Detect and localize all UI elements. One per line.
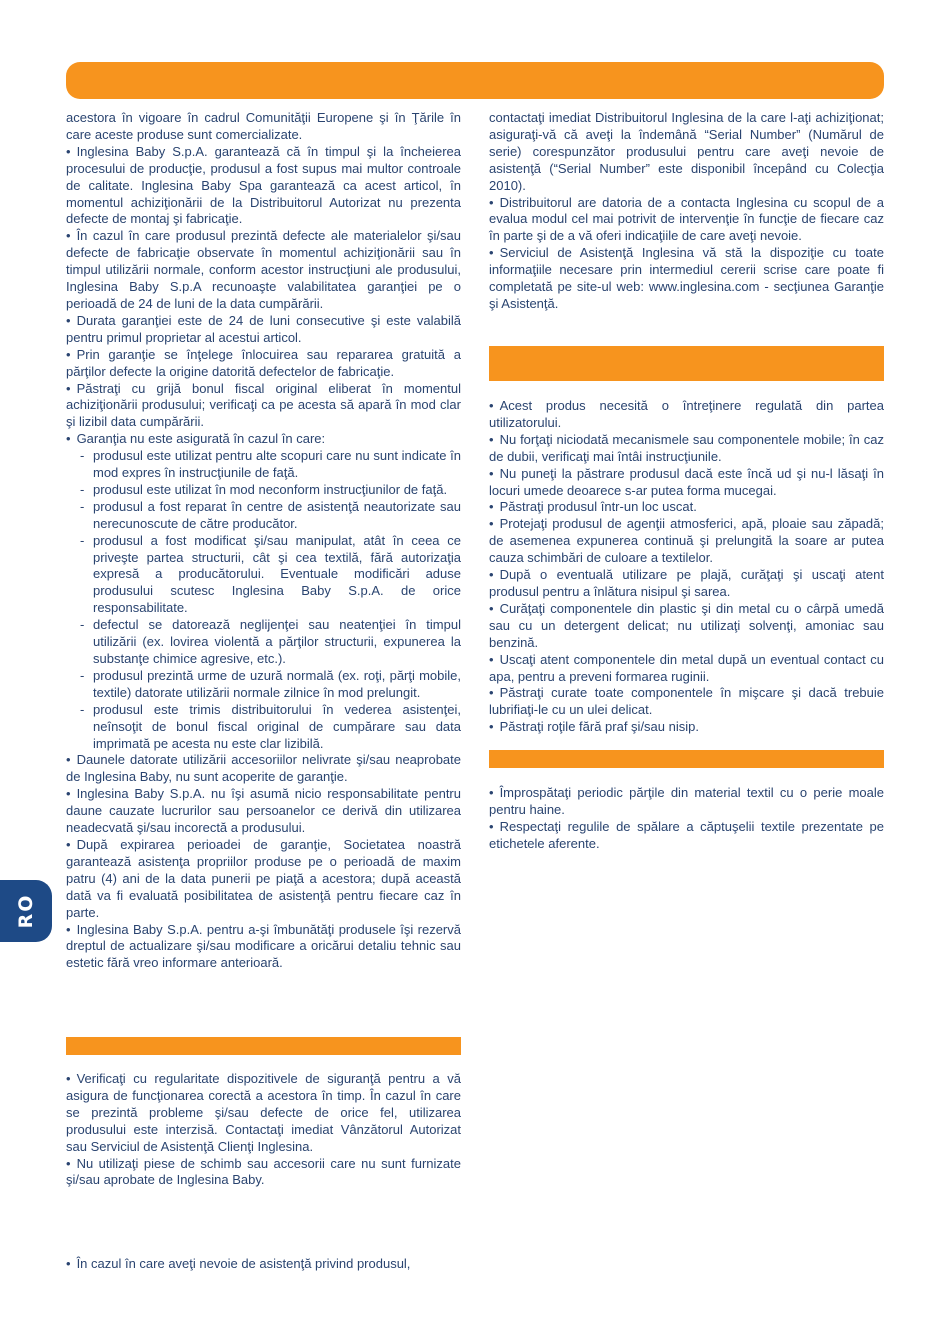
bullet-item: • Respectaţi regulile de spălare a căptuşelii textile prezentate pe etichetele aferente. <box>489 819 884 853</box>
sub-item: - produsul prezintă urme de uzură normală (ex. roţi, părţi mobile, textile) datorate utilizării normale zilnice în mod prelungit. <box>66 668 461 702</box>
bullet-item: • Protejaţi produsul de agenţii atmosferici, apă, ploaie sau zăpadă; de asemenea expunerea continuă şi prelungită la soare ar putea cauza schimbări de culoare a textilelor. <box>489 516 884 567</box>
left-column-warranty <box>66 110 461 972</box>
bullet-item: • Nu puneţi la păstrare produsul dacă este încă ud şi nu-l lăsaţi în locuri umede deoarece s-ar putea forma mucegai. <box>489 466 884 500</box>
left-column-safety <box>66 1071 461 1189</box>
bullet-item: • Uscaţi atent componentele din metal după un eventual contact cu apa, pentru a preveni formarea ruginii. <box>489 652 884 686</box>
bullet-item: • Inglesina Baby S.p.A. nu îşi asumă nicio responsabilitate pentru daune cauzate lucrurilor sau persoanelor ce derivă din utilizarea neadecvată şi/sau incorectă a produsului. <box>66 786 461 837</box>
bullet-item: • Daunele datorate utilizării accesoriilor nelivrate şi/sau neaprobate de Inglesina Baby, nu sunt acoperite de garanţie. <box>66 752 461 786</box>
sub-item: - produsul este utilizat în mod neconform instrucţiunilor de faţă. <box>66 482 461 499</box>
bullet-item: • După expirarea perioadei de garanţie, Societatea noastră garantează asistenţa propriilor produse pe o perioadă de maxim patru (4) ani de la data punerii pe piaţă a acestora; după această dată va fi evaluată posibilitatea de asistenţă pentru fiecare caz în parte. <box>66 837 461 922</box>
bullet-item: • Inglesina Baby S.p.A. garantează că în timpul şi la încheierea procesului de producţie, produsul a fost supus mai multor controale de calitate. Inglesina Baby Spa garantează ca acest articol, în momentul achiziţionării de la Distribuitorul Autorizat nu prezenta defecte de montaj şi fabricaţie. <box>66 144 461 229</box>
bullet-item: • Acest produs necesită o întreţinere regulată din partea utilizatorului. <box>489 398 884 432</box>
bullet-item: • Curăţaţi componentele din plastic şi din metal cu o cârpă umedă sau cu un detergent delicat; nu utilizaţi solvenţi, amoniac sau benzină. <box>489 601 884 652</box>
bullet-item: • Păstraţi cu grijă bonul fiscal original eliberat în momentul achiziţionării produsului; verificaţi ca pe acesta să apară în mod clar şi lizibil data cumpărării. <box>66 381 461 432</box>
bullet-item: • Serviciul de Asistenţă Inglesina vă stă la dispoziţie cu toate informaţiile necesare prin intermediul cererii scrise care poate fi completată pe site-ul web: www.inglesina.com - secţiunea Garanţie şi Asistenţă. <box>489 245 884 313</box>
bullet-item: • Păstraţi roţile fără praf şi/sau nisip. <box>489 719 884 736</box>
section-bar-textile <box>489 750 884 768</box>
sub-item: - produsul a fost reparat în centre de asistenţă neautorizate sau nerecunoscute de către producător. <box>66 499 461 533</box>
right-column-maintenance <box>489 398 884 736</box>
language-tab-label: RO <box>15 893 37 929</box>
bullet-item: • După o eventuală utilizare pe plajă, curăţaţi şi uscaţi atent produsul pentru a înlătura nisipul şi sarea. <box>489 567 884 601</box>
right-column-assistance <box>489 110 884 313</box>
sub-item: - produsul este utilizat pentru alte scopuri care nu sunt indicate în mod expres în instrucţiunile de faţă. <box>66 448 461 482</box>
bullet-item: • Garanţia nu este asigurată în cazul în care: <box>66 431 461 448</box>
bullet-item: • Nu utilizaţi piese de schimb sau accesorii care nu sunt furnizate şi/sau aprobate de Inglesina Baby. <box>66 1156 461 1190</box>
bullet-item: • Păstraţi curate toate componentele în mişcare şi dacă trebuie lubrifiaţi-le cu un ulei delicat. <box>489 685 884 719</box>
bullet-item: • Împrospătaţi periodic părţile din material textil cu o perie moale pentru haine. <box>489 785 884 819</box>
left-column-assistance <box>66 1256 461 1273</box>
bullet-item: • În cazul în care produsul prezintă defecte ale materialelor şi/sau defecte de fabricaţie observate în momentul achiziţionării sau în timpul utilizării normale, conform acestor instrucţiuni ale produsului, Inglesina Baby S.p.A recunoaşte valabilitatea garanţiei pe o perioadă de 24 de luni de la data cumpărării. <box>66 228 461 313</box>
bullet-item: • Durata garanţiei este de 24 de luni consecutive şi este valabilă pentru primul proprietar al acestui articol. <box>66 313 461 347</box>
bullet-item: • Nu forţaţi niciodată mecanismele sau componentele mobile; în caz de dubii, verificaţi mai întâi instrucţiunile. <box>489 432 884 466</box>
bullet-item: • În cazul în care aveţi nevoie de asistenţă privind produsul, <box>66 1256 461 1273</box>
section-bar-safety <box>66 1037 461 1055</box>
header-orange-bar <box>66 62 884 99</box>
paragraph: acestora în vigoare în cadrul Comunităţii Europene şi în Ţările în care aceste produse sunt comercializate. <box>66 110 461 142</box>
section-bar-maintenance <box>489 346 884 381</box>
bullet-item: • Păstraţi produsul într-un loc uscat. <box>489 499 884 516</box>
language-side-tab <box>0 880 52 942</box>
right-column-textile <box>489 785 884 853</box>
paragraph: contactaţi imediat Distribuitorul Inglesina de la care l-aţi achiziţionat; asiguraţi-vă că aveţi la îndemână “Serial Number” (Numărul de serie) corespunzător produsului pentru care aveţi nevoie de asistenţă (“Serial Number” este disponibil începând cu Colecţia 2010). <box>489 110 884 193</box>
sub-item: - produsul a fost modificat şi/sau manipulat, atât în ceea ce priveşte partea structurii, cât şi cea textilă, fără autorizaţia expresă a producătorului. Eventuale modificări aduse produsului scutesc Inglesina Baby S.p.A. de orice responsabilitate. <box>66 533 461 618</box>
bullet-item: • Prin garanţie se înţelege înlocuirea sau repararea gratuită a părţilor defecte la origine datorită defectelor de fabricaţie. <box>66 347 461 381</box>
bullet-item: • Inglesina Baby S.p.A. pentru a-şi îmbunătăţi produsele îşi rezervă dreptul de actualizare şi/sau modificare a oricărui detaliu tehnic sau estetic fără vreo informare anterioară. <box>66 922 461 973</box>
sub-item: - produsul este trimis distribuitorului în vederea asistenţei, neînsoţit de bonul fiscal original de cumpărare sau data imprimată pe acesta nu este clar lizibilă. <box>66 702 461 753</box>
bullet-item: • Distribuitorul are datoria de a contacta Inglesina cu scopul de a evalua modul cel mai potrivit de intervenţie în funcţie de fiecare caz în parte şi de a vă oferi indicaţiile de care aveţi nevoie. <box>489 195 884 246</box>
sub-item: - defectul se datorează neglijenţei sau neatenţiei în timpul utilizării (ex. lovirea violentă a părţilor structurii, expunerea la substanţe chimice agresive, etc.). <box>66 617 461 668</box>
bullet-item: • Verificaţi cu regularitate dispozitivele de siguranţă pentru a vă asigura de funcţionarea corectă a acestora în timp. În cazul în care se prezintă probleme şi/sau defecte de orice fel, utilizarea produsului este interzisă. Contactaţi imediat Vânzătorul Autorizat sau Serviciul de Asistenţă Clienţi Inglesina. <box>66 1071 461 1156</box>
